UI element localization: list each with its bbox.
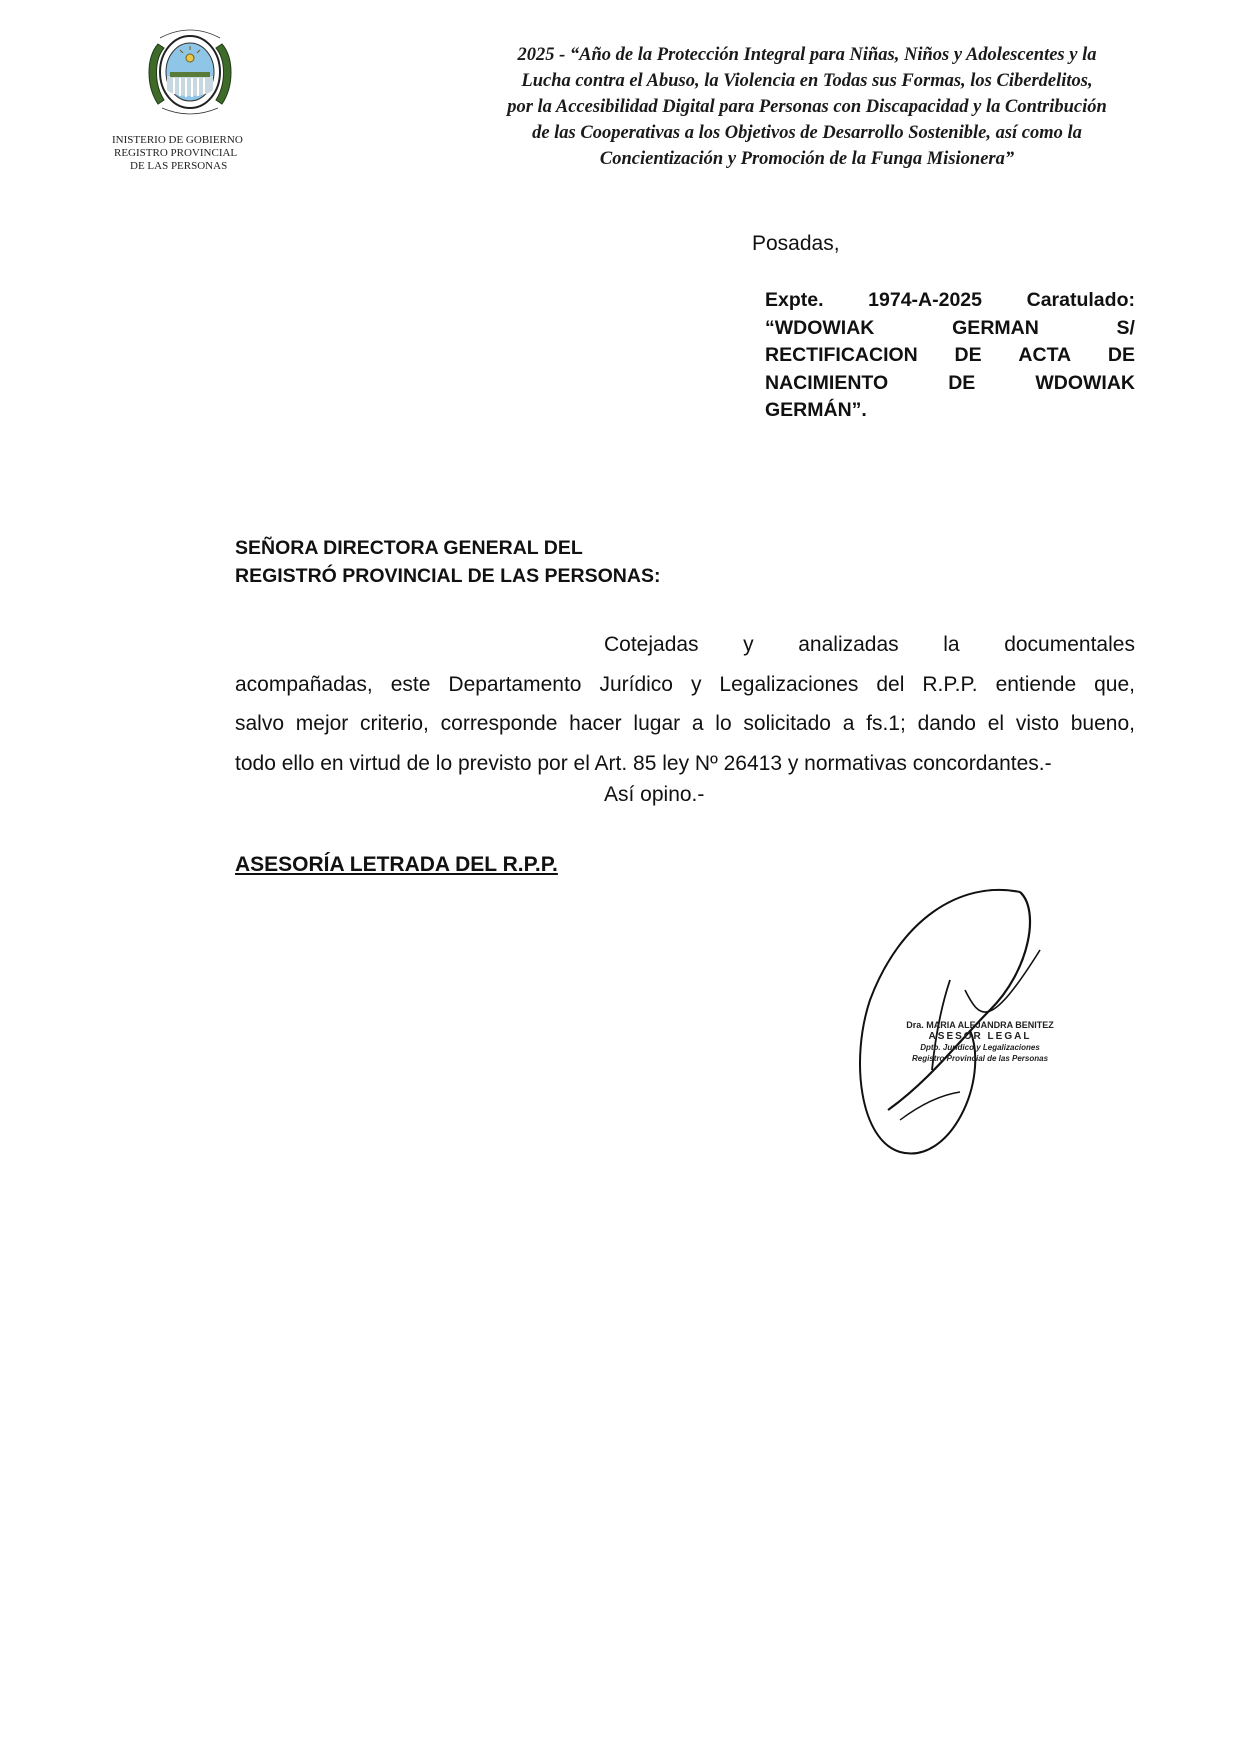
case-word: GERMÁN”. [765, 399, 867, 421]
case-line [765, 315, 1135, 343]
case-number: 1974-A-2025 [868, 289, 982, 311]
motto-line: 2025 - “Año de la Protección Integral para Niñas, Niños y Adolescentes y la [517, 45, 1097, 65]
case-word: Expte. [765, 289, 824, 311]
paragraph-word: Cotejadas [604, 633, 699, 656]
case-word: NACIMIENTO [765, 371, 889, 394]
paragraph-word: analizadas [798, 633, 899, 656]
case-word: S/ [1116, 316, 1135, 339]
paragraph-text: todo ello en virtud de lo previsto por el Art. 85 ley Nº 26413 y normativas concordantes.- [235, 751, 1052, 775]
case-line [765, 342, 1135, 370]
case-word: “WDOWIAK [765, 316, 875, 339]
stamp-line: ASESOR LEGAL [928, 1031, 1032, 1042]
addressee-line: REGISTRÓ PROVINCIAL DE LAS PERSONAS: [235, 565, 661, 587]
case-word: ACTA [1018, 344, 1072, 366]
year-motto [462, 42, 1152, 172]
paragraph-line [235, 744, 1135, 784]
signer-title: ASESORÍA LETRADA DEL R.P.P. [235, 853, 558, 876]
stamp-line: Registro Provincial de las Personas [911, 1054, 1049, 1063]
stamp-line: Dra. MARIA ALEJANDRA BENITEZ [906, 1020, 1054, 1030]
case-word: Caratulado: [1026, 289, 1135, 311]
body-paragraph [235, 625, 1135, 783]
case-line [765, 370, 1135, 398]
institution-line: INISTERIO DE GOBIERNO [112, 134, 243, 146]
case-word: DE [1107, 344, 1135, 366]
stamp-line: Dpto. Jurídico y Legalizaciones [920, 1043, 1040, 1052]
motto-line: por la Accesibilidad Digital para Personas con Discapacidad y la Contribución [507, 97, 1107, 117]
motto-line: Lucha contra el Abuso, la Violencia en Todas sus Formas, los Ciberdelitos, [521, 71, 1093, 91]
paragraph-text: salvo mejor criterio, corresponde hacer lugar a lo solicitado a fs.1; dando el visto bueno, [235, 712, 1135, 735]
case-word: DE [954, 344, 982, 366]
signature-stamp [905, 1020, 1055, 1064]
paragraph-line [235, 625, 1135, 665]
case-word: DE [948, 371, 976, 394]
paragraph-word: documentales [1004, 633, 1135, 656]
paragraph-word: y [743, 633, 754, 656]
case-line [765, 287, 1135, 315]
case-line [765, 397, 1135, 425]
place-date: Posadas, [752, 232, 840, 255]
paragraph-word: la [943, 633, 960, 656]
addressee-line: SEÑORA DIRECTORA GENERAL DEL [235, 537, 583, 559]
institution-line: DE LAS PERSONAS [130, 160, 228, 172]
paragraph-text: acompañadas, este Departamento Jurídico y Legalizaciones del R.P.P. entiende que, [235, 672, 1135, 696]
addressee [235, 534, 660, 590]
motto-line: de las Cooperativas a los Objetivos de Desarrollo Sostenible, así como la [532, 123, 1082, 143]
case-reference [765, 287, 1135, 425]
province-seal [140, 24, 240, 116]
closing-statement: Así opino.- [604, 783, 705, 806]
institution-header [108, 134, 298, 173]
case-word: GERMAN [952, 316, 1039, 339]
motto-line: Concientización y Promoción de la Funga Misionera” [599, 149, 1015, 169]
case-word: WDOWIAK [1035, 371, 1135, 394]
case-word: RECTIFICACION [765, 344, 918, 366]
paragraph-line [235, 704, 1135, 744]
paragraph-line [235, 665, 1135, 705]
institution-line: REGISTRO PROVINCIAL [114, 147, 238, 159]
